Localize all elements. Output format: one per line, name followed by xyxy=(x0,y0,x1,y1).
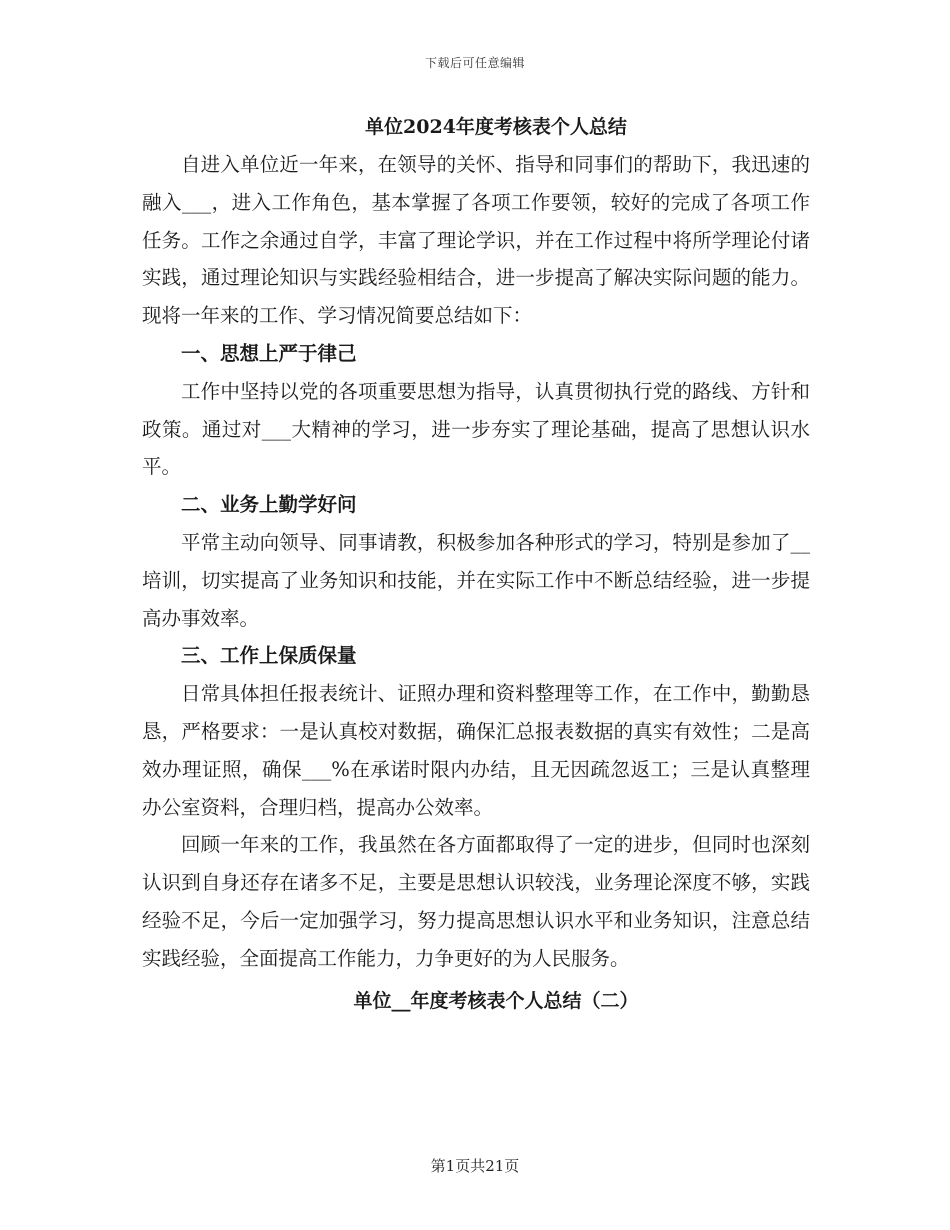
second-document-title: 单位__年度考核表个人总结（二） xyxy=(353,989,639,1012)
document-content xyxy=(142,108,810,1024)
conclusion-paragraph: 回顾一年来的工作，我虽然在各方面都取得了一定的进步，但同时也深刻认识到自身还存在诸多不足，主要是思想认识较浅，业务理论深度不够，实践经验不足，今后一定加强学习，努力提高思想认识水平和业务知识，注意总结实践经验，全面提高工作能力，力争更好的为人民服务。 xyxy=(142,833,810,970)
header-note: 下载后可任意编辑 xyxy=(424,56,525,70)
section-heading-1: 一、思想上严于律己 xyxy=(181,341,357,365)
intro-paragraph: 自进入单位近一年来，在领导的关怀、指导和同事们的帮助下，我迅速的融入___，进入工作角色，基本掌握了各项工作要领，较好的完成了各项工作任务。工作之余通过自学，丰富了理论学识，并在工作过程中将所学理论付诸实践，通过理论知识与实践经验相结合，进一步提高了解决实际问题的能力。现将一年来的工作、学习情况简要总结如下： xyxy=(142,153,810,328)
section-heading-2: 二、业务上勤学好问 xyxy=(181,493,357,517)
section-body-2: 平常主动向领导、同事请教，积极参加各种形式的学习，特别是参加了__培训，切实提高了业务知识和技能，并在实际工作中不断总结经验，进一步提高办事效率。 xyxy=(142,530,810,630)
section-body-1: 工作中坚持以党的各项重要思想为指导，认真贯彻执行党的路线、方针和政策。通过对___大精神的学习，进一步夯实了理论基础，提高了思想认识水平。 xyxy=(142,379,810,479)
document-title: 单位2024年度考核表个人总结 xyxy=(365,116,627,138)
section-heading-3: 三、工作上保质保量 xyxy=(181,644,357,668)
section-body-3: 日常具体担任报表统计、证照办理和资料整理等工作，在工作中，勤勤恳恳，严格要求：一是认真校对数据，确保汇总报表数据的真实有效性；二是高效办理证照，确保___%在承诺时限内办结，且无因疏忽返工；三是认真整理办公室资料，合理归档，提高办公效率。 xyxy=(142,682,810,819)
page-number: 第1页共21页 xyxy=(430,1157,520,1175)
